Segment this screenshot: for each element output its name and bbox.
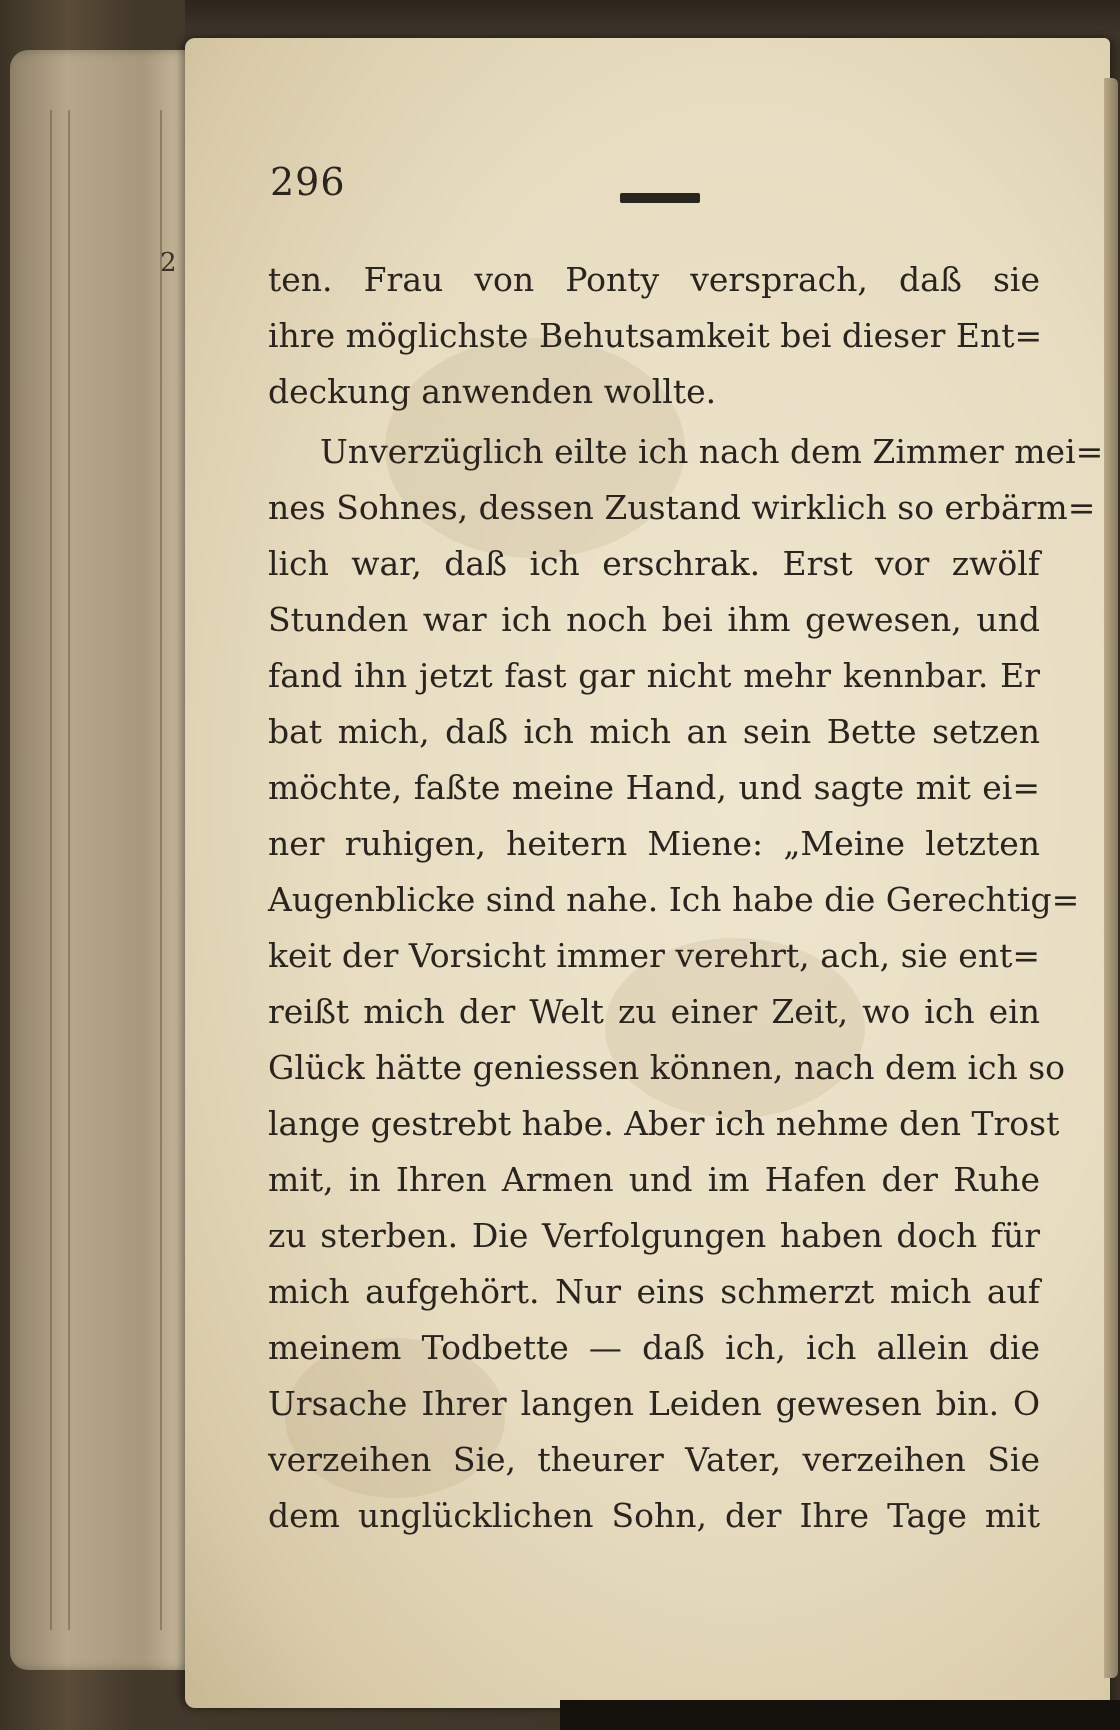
text-line: Stunden war ich noch bei ihm gewesen, und xyxy=(268,600,1040,639)
text-line: fand ihn jetzt fast gar nicht mehr kennbar. Er xyxy=(268,656,1040,695)
page-stack-left xyxy=(10,50,200,1670)
text-line: verzeihen Sie, theurer Vater, verzeihen Sie xyxy=(268,1440,1040,1479)
book-bottom-shadow xyxy=(560,1700,1120,1730)
text-line: lich war, daß ich erschrak. Erst vor zwölf xyxy=(268,544,1040,583)
text-line: reißt mich der Welt zu einer Zeit, wo ich ein xyxy=(268,992,1040,1031)
text-line: nes Sohnes, dessen Zustand wirklich so erbärm= xyxy=(268,488,1096,527)
text-line: meinem Todbette — daß ich, ich allein die xyxy=(268,1328,1040,1367)
text-line: mich aufgehört. Nur eins schmerzt mich auf xyxy=(268,1272,1040,1311)
text-line: mit, in Ihren Armen und im Hafen der Ruhe xyxy=(268,1160,1040,1199)
text-line: ner ruhigen, heitern Miene: „Meine letzten xyxy=(268,824,1040,863)
text-line: Ursache Ihrer langen Leiden gewesen bin. O xyxy=(268,1384,1040,1423)
previous-page-number-fragment: 2 xyxy=(160,248,177,278)
text-line: deckung anwenden wollte. xyxy=(268,372,717,411)
text-line: zu sterben. Die Verfolgungen haben doch für xyxy=(268,1216,1040,1255)
page-right-edge xyxy=(1104,78,1118,1678)
text-line: bat mich, daß ich mich an sein Bette setzen xyxy=(268,712,1040,751)
text-line: lange gestrebt habe. Aber ich nehme den Trost xyxy=(268,1104,1060,1143)
page-number: 296 xyxy=(270,160,346,204)
header-rule xyxy=(620,193,700,203)
text-line: Glück hätte geniessen können, nach dem ich so xyxy=(268,1048,1066,1087)
text-line: dem unglücklichen Sohn, der Ihre Tage mit xyxy=(268,1496,1040,1535)
text-line: ten. Frau von Ponty versprach, daß sie xyxy=(268,260,1040,299)
text-line: Unverzüglich eilte ich nach dem Zimmer mei= xyxy=(320,432,1104,471)
text-line: möchte, faßte meine Hand, und sagte mit ei= xyxy=(268,768,1040,807)
text-line: keit der Vorsicht immer verehrt, ach, sie ent= xyxy=(268,936,1040,975)
page-text xyxy=(268,252,1104,1544)
text-line: ihre möglichste Behutsamkeit bei dieser Ent= xyxy=(268,316,1043,355)
text-line: Augenblicke sind nahe. Ich habe die Gerechtig= xyxy=(268,880,1080,919)
